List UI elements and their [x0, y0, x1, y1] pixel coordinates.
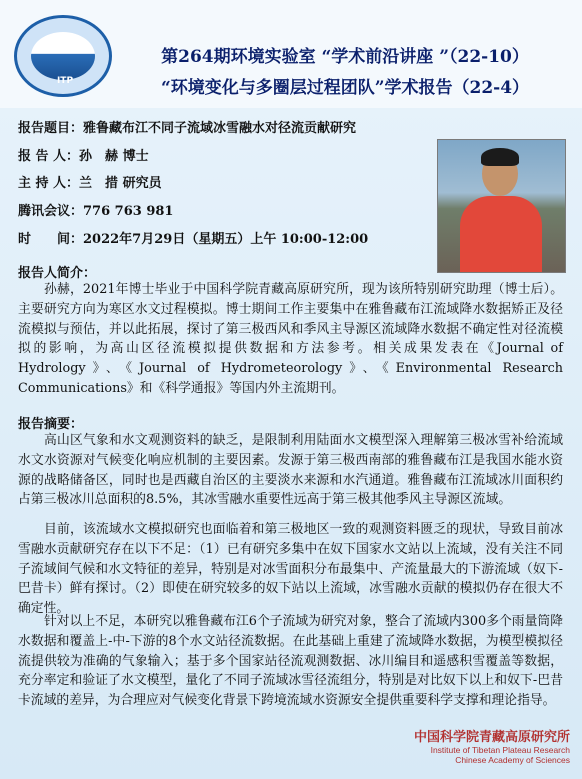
bio-heading: 报告人简介：	[18, 266, 97, 281]
report-topic: 报告题目：雅鲁藏布江不同子流域冰雪融水对径流贡献研究	[18, 121, 357, 136]
institute-logo	[14, 15, 112, 97]
speaker-photo	[437, 139, 566, 273]
footer-logo	[410, 726, 570, 765]
mountain-emblem-icon	[31, 32, 95, 80]
person-hair	[481, 148, 519, 166]
page-title-line2: “环境变化与多圈层过程团队”学术报告（22-4）	[160, 78, 530, 98]
footer-org-en2: Chinese Academy of Sciences	[455, 755, 570, 765]
event-time: 时 间：2022年7月29日（星期五）上午 10:00-12:00	[18, 232, 369, 247]
abstract-paragraph-3: 针对以上不足，本研究以雅鲁藏布江6个子流域为研究对象，整合了流域内300多个雨量筒降水数据和覆盖上-中-下游的8个水文站径流数据。在此基础上重建了流域降水数据，为模型模拟径流提供较为准确的气象输入；基于多个国家站径流观测数据、冰川编目和遥感积雪覆盖等数据，充分率定和验证了水文模型，量化了不同子流域冰雪径流组分，特别是对比奴下以上和奴下-巴昔卡流域的差异，为合理应对气候变化背景下跨境流域水资源安全提供重要科学支撑和理论指导。	[18, 614, 563, 709]
abstract-paragraph-1: 高山区气象和水文观测资料的缺乏，是限制利用陆面水文模型深入理解第三极冰雪补给流域水文水资源对气候变化响应机制的主要因素。发源于第三极西南部的雅鲁藏布江是我国水能水资源的战略储备区，同时也是西藏自治区的主要淡水来源和水汽通道。雅鲁藏布江流域冰川面积约占第三极冰川总面积的8.5%，其冰雪融水重要性远高于第三极其他季风主导源区流域。	[18, 433, 563, 508]
meeting-id: 腾讯会议：776 763 981	[18, 204, 174, 219]
bio-text: 孙赫，2021年博士毕业于中国科学院青藏高原研究所，现为该所特别研究助理（博士后）。主要研究方向为寒区水文过程模拟。博士期间工作主要集中在雅鲁藏布江流域降水数据矫正及径流模拟与预估，并以此拓展，探讨了第三极西风和季风主导源区流域降水数据不确定性对径流模拟的影响，为高山区径流模拟提供数据和方法参考。相关成果发表在《Journal of Hydrology》、《Journal of Hydrometeorology》、《Environmental Research Communications》和《科学通报》等国内外主流期刊。	[18, 282, 563, 396]
footer-org-en1: Institute of Tibetan Plateau Research	[430, 745, 570, 755]
header	[0, 0, 582, 108]
abstract-heading: 报告摘要：	[18, 417, 84, 432]
page-title-line1: 第264期环境实验室 “学术前沿讲座 ”（22-10）	[161, 47, 529, 67]
person-body	[460, 196, 542, 273]
abstract-paragraph-2: 目前，该流域水文模拟研究也面临着和第三极地区一致的观测资料匮乏的现状，导致目前冰雪融水贡献研究存在以下不足：（1）已有研究多集中在奴下国家水文站以上流域，没有关注不同子流域间气候和水文特征的差异，特别是对冰雪面积分布最集中、产流量最大的下游流域（奴下-巴昔卡）鲜有探讨。（2）即使在研究较多的奴下站以上流域，冰雪融水贡献的模拟仍存在很大不确定性。	[18, 522, 563, 617]
speaker: 报 告 人：孙 赫 博士	[18, 149, 149, 164]
host: 主 持 人：兰 措 研究员	[18, 176, 162, 191]
logo-text: ITP	[56, 76, 74, 86]
footer-org-cn: 中国科学院青藏高原研究所	[413, 730, 570, 745]
